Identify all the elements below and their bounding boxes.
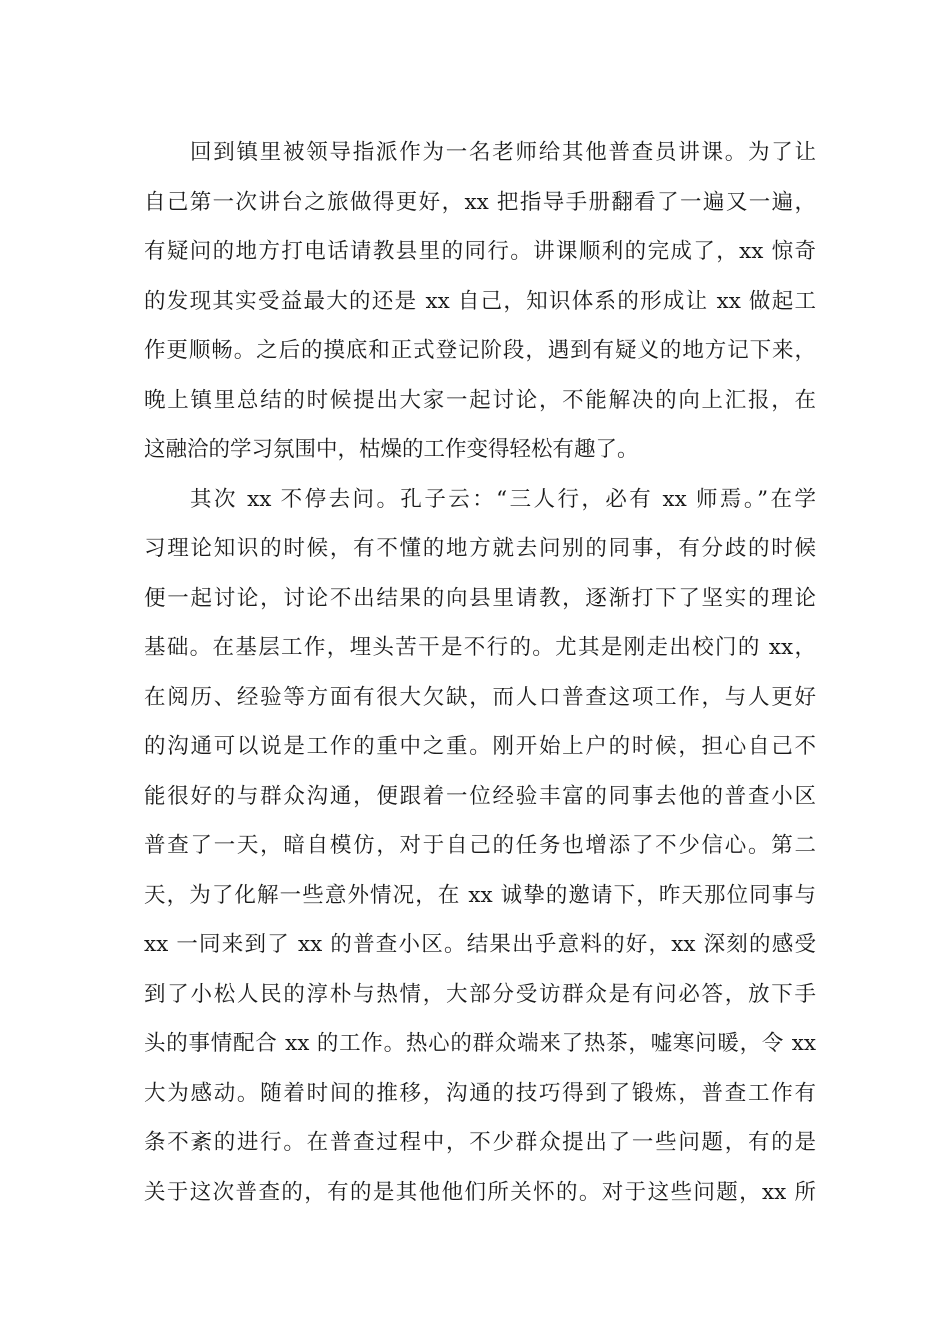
paragraph-2-line-8: 普查了一天，暗自模仿，对于自己的任务也增添了不少信心。第二 — [144, 833, 816, 858]
paragraph-1-line-5: 作更顺畅。之后的摸底和正式登记阶段，遇到有疑义的地方记下来， — [144, 338, 816, 363]
paragraph-2-line-2: 习理论知识的时候，有不懂的地方就去问别的同事，有分歧的时候 — [144, 536, 816, 561]
paragraph-2-line-3: 便一起讨论，讨论不出结果的向县里请教，逐渐打下了坚实的理论 — [144, 585, 816, 611]
paragraph-2-line-6: 的沟通可以说是工作的重中之重。刚开始上户的时候，担心自己不 — [144, 734, 816, 759]
paragraph-2-line-1: 其次 xx 不停去问。孔子云：“三人行，必有 xx 师焉。”在学 — [190, 486, 816, 512]
paragraph-1-line-3: 有疑问的地方打电话请教县里的同行。讲课顺利的完成了，xx 惊奇 — [144, 239, 816, 264]
paragraph-1-line-1: 回到镇里被领导指派作为一名老师给其他普查员讲课。为了让 — [190, 140, 816, 165]
paragraph-2-line-12: 头的事情配合 xx 的工作。热心的群众端来了热茶，嘘寒问暖，令 xx — [144, 1031, 816, 1056]
paragraph-1-line-2: 自己第一次讲台之旅做得更好，xx 把指导手册翻看了一遍又一遍， — [144, 189, 816, 215]
paragraph-2-line-10: xx 一同来到了 xx 的普查小区。结果出乎意料的好，xx 深刻的感受 — [144, 932, 816, 957]
paragraph-2-line-15: 关于这次普查的，有的是其他他们所关怀的。对于这些问题，xx 所 — [144, 1179, 816, 1205]
document-body — [144, 128, 816, 1217]
paragraph-2-line-9: 天，为了化解一些意外情况，在 xx 诚挚的邀请下，昨天那位同事与 — [144, 882, 816, 908]
paragraph-2-line-7: 能很好的与群众沟通，便跟着一位经验丰富的同事去他的普查小区 — [144, 783, 816, 809]
paragraph-2-line-4: 基础。在基层工作，埋头苦干是不行的。尤其是刚走出校门的 xx， — [144, 635, 816, 660]
paragraph-2-line-11: 到了小松人民的淳朴与热情，大部分受访群众是有问必答，放下手 — [144, 981, 816, 1007]
paragraph-2-line-14: 条不紊的进行。在普查过程中，不少群众提出了一些问题，有的是 — [144, 1130, 816, 1155]
paragraph-1-line-4: 的发现其实受益最大的还是 xx 自己，知识体系的形成让 xx 做起工 — [144, 288, 816, 314]
paragraph-2-line-13: 大为感动。随着时间的推移，沟通的技巧得到了锻炼，普查工作有 — [144, 1080, 816, 1106]
paragraph-1-line-7: 这融洽的学习氛围中，枯燥的工作变得轻松有趣了。 — [144, 437, 639, 462]
paragraph-2-line-5: 在阅历、经验等方面有很大欠缺，而人口普查这项工作，与人更好 — [144, 684, 816, 710]
paragraph-1-line-6: 晚上镇里总结的时候提出大家一起讨论，不能解决的向上汇报，在 — [144, 387, 816, 413]
